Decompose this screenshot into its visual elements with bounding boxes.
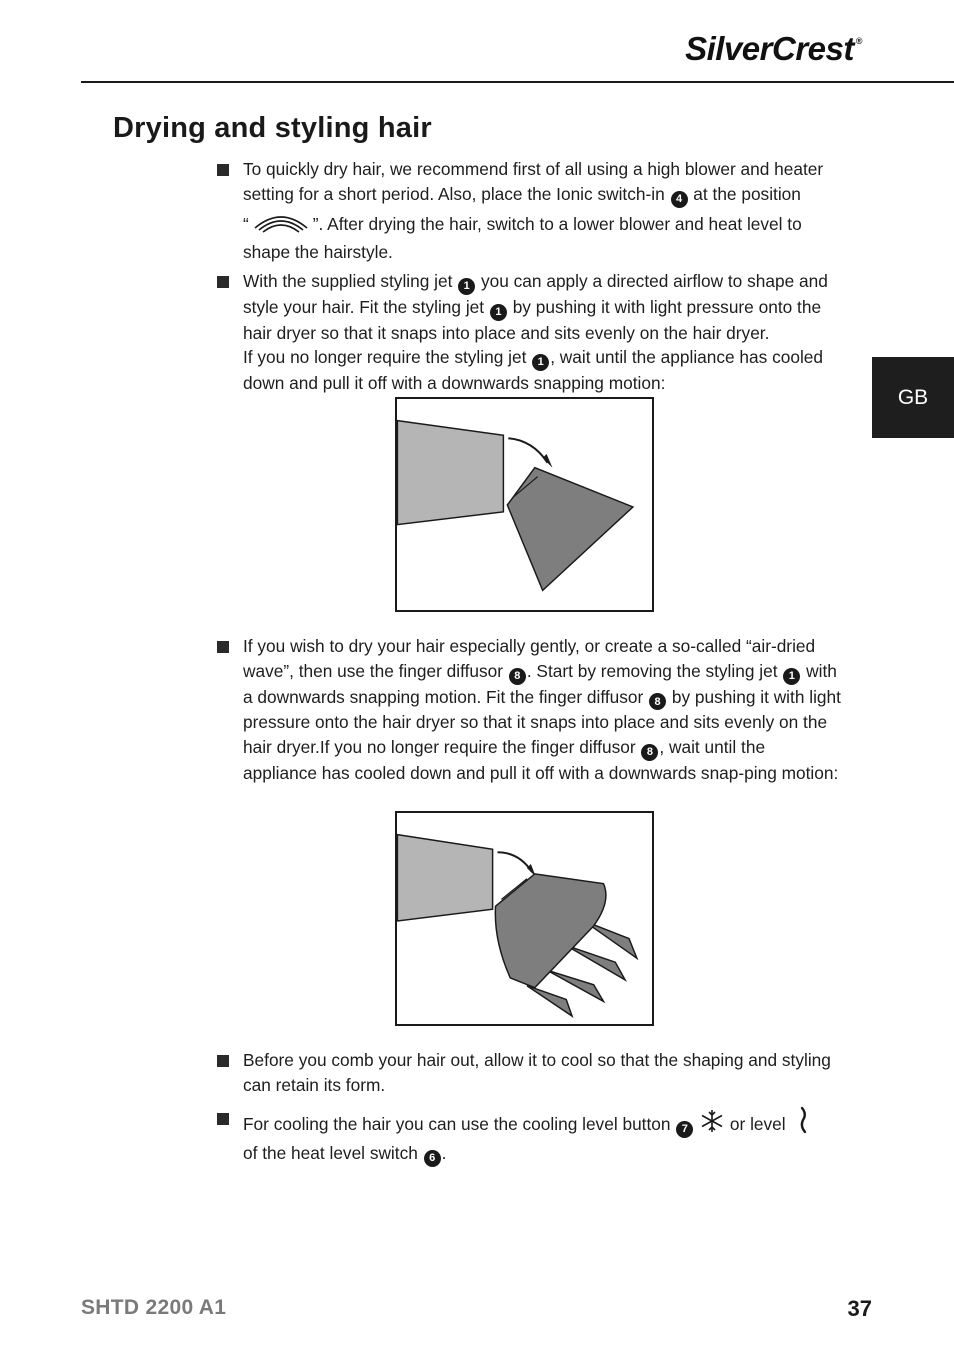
ref-number: 1	[458, 278, 475, 295]
ref-number: 4	[671, 191, 688, 208]
styling-jet-illustration	[395, 397, 654, 612]
language-tab	[872, 357, 954, 438]
bullet-square	[217, 276, 229, 288]
snowflake-icon	[699, 1108, 725, 1141]
list-item-text: With the supplied styling jet 1 you can apply a directed airflow to shape and style your hair. Fit the styling jet 1 by pushing it with light pressure onto the hair dryer so that it snaps into place and sits evenly on the hair dryer. If you no longer require the styling jet 1 , wait until the appliance has cooled down and pull it off with a downwards snapping motion:	[243, 271, 828, 394]
list-item	[217, 1106, 842, 1167]
list-item	[217, 634, 842, 786]
bullet-square	[217, 164, 229, 176]
bullet-square	[217, 641, 229, 653]
language-tab-label: GB	[897, 385, 929, 409]
ref-number: 7	[676, 1121, 693, 1138]
header-rule	[81, 81, 954, 83]
list-item-text: To quickly dry hair, we recommend first of all using a high blower and heater setting for a short period. Also, place the Ionic switch-in 4 at the position “ ”. After drying the hair, switch to a lower blower and heat level to shape the hairstyle.	[243, 159, 824, 263]
styling-jet-drawing	[397, 399, 652, 610]
ref-number: 1	[490, 304, 507, 321]
ref-number: 6	[424, 1150, 441, 1167]
brand-name: SilverCrest	[685, 30, 854, 67]
bullet-square	[217, 1055, 229, 1067]
list-item-text: For cooling the hair you can use the cooling level button 7 or level of the heat level switch 6 .	[243, 1106, 842, 1167]
footer-model: SHTD 2200 A1	[81, 1296, 227, 1319]
list-item	[217, 1048, 842, 1097]
brand-logo	[685, 30, 862, 68]
ref-number: 8	[649, 693, 666, 710]
ionic-waves-icon	[249, 208, 313, 241]
page-title: Drying and styling hair	[113, 112, 432, 144]
ref-number: 8	[509, 668, 526, 685]
list-item	[217, 157, 842, 265]
heat-level-icon	[798, 1106, 810, 1141]
ref-number: 1	[532, 354, 549, 371]
bullet-square	[217, 1113, 229, 1125]
page-number: 37	[847, 1296, 872, 1321]
finger-diffusor-illustration	[395, 811, 654, 1026]
ref-number: 8	[641, 744, 658, 761]
list-item	[217, 269, 842, 396]
ref-number: 1	[783, 668, 800, 685]
registered-mark: ®	[855, 36, 862, 46]
list-item-text: Before you comb your hair out, allow it to cool so that the shaping and styling can retain its form.	[243, 1050, 831, 1095]
list-item-text: If you wish to dry your hair especially gently, or create a so-called “air-dried wave”, then use the finger diffusor 8 . Start by removing the styling jet 1 with a downwards snapping motion. Fit the finger diffusor 8 by pushing it with light pressure onto the hair dryer so that it snaps into place and sits evenly on the hair dryer.If you no longer require the finger diffusor 8 , wait until the appliance has cooled down and pull it off with a downwards snap-ping motion:	[243, 636, 841, 783]
finger-diffusor-drawing	[397, 813, 652, 1024]
